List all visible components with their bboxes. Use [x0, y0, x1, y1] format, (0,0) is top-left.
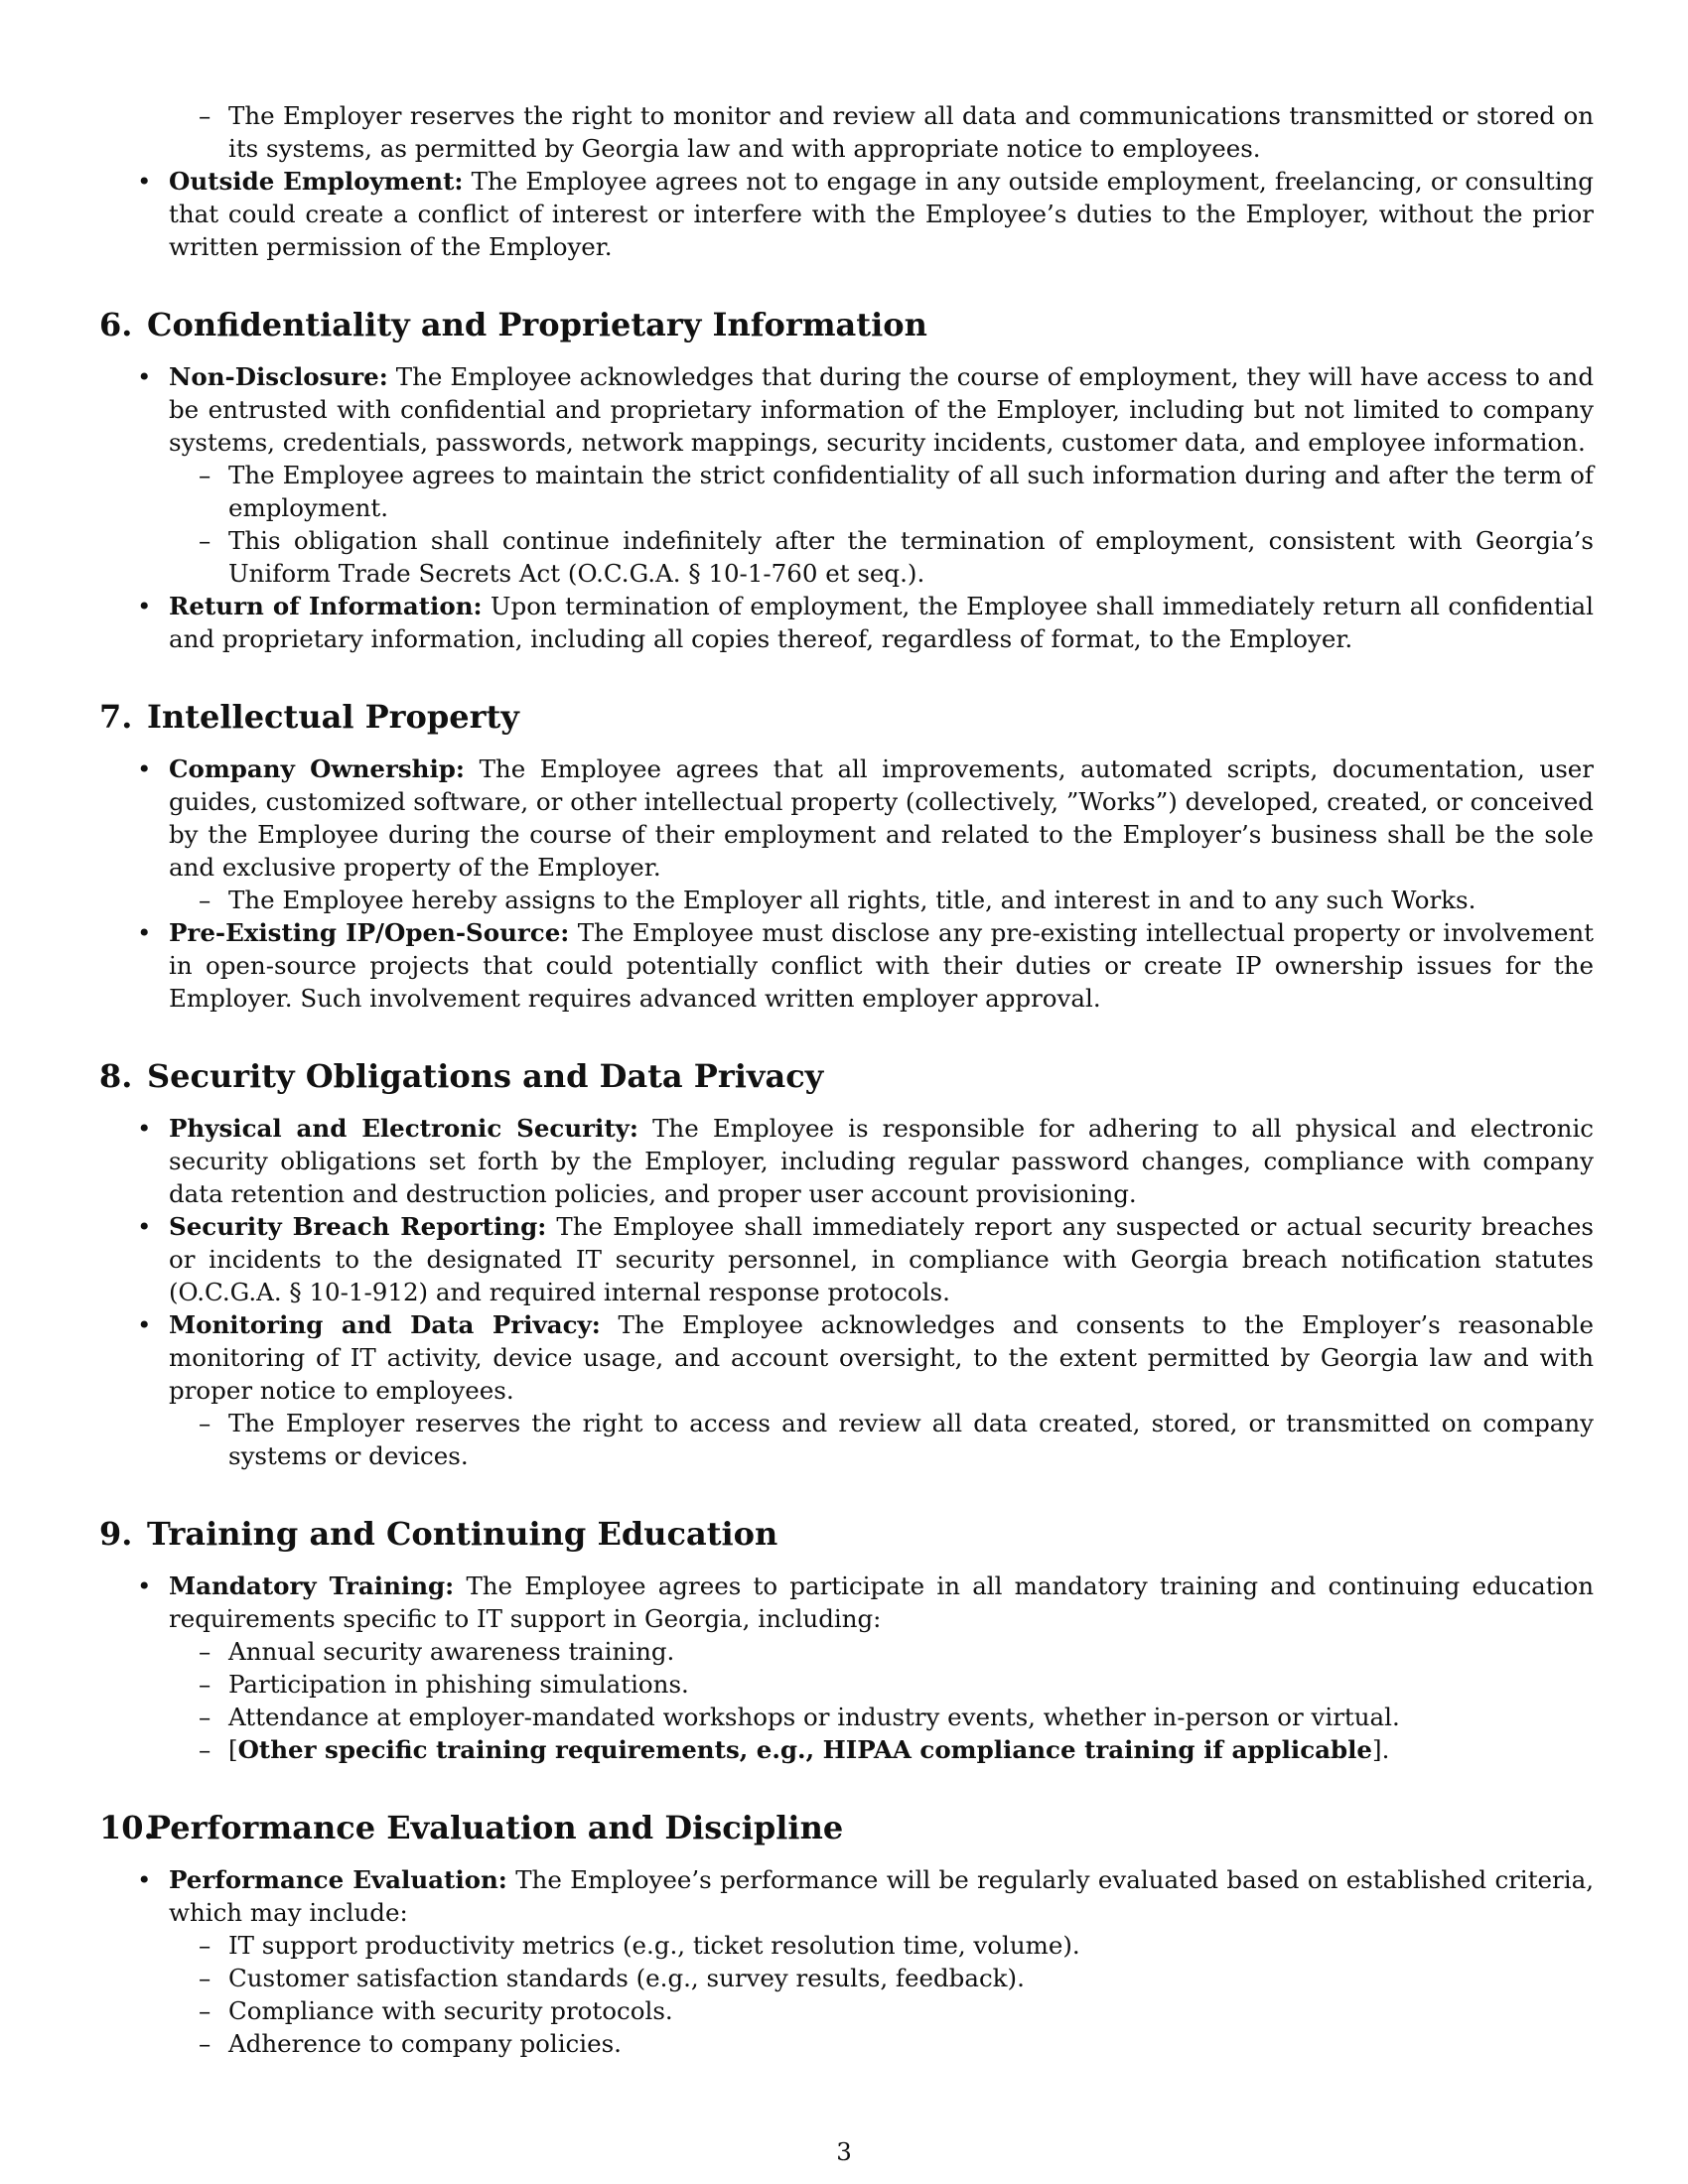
list-item: • Security Breach Reporting: The Employee shall immediately report any suspected or actual security breaches or incidents to the designated IT security personnel, in compliance with Georgia breach notification statutes (O.C.G.A. § 10-1-912) and required internal response protocols.	[99, 1210, 1594, 1308]
placeholder-text: Other specific training requirements, e.g., HIPAA compliance training if applicable	[237, 1735, 1373, 1764]
term-outside-employment: Outside Employment:	[169, 167, 464, 196]
continued-sub-list	[99, 99, 1594, 165]
bullet-list	[99, 590, 1594, 655]
bullet-list	[99, 752, 1594, 884]
section-heading: 7. Intellectual Property	[99, 698, 519, 736]
bullet-list	[99, 1863, 1594, 1929]
list-item: – Participation in phishing simulations.	[99, 1668, 1594, 1701]
section-confidentiality	[99, 305, 1594, 655]
section-security-obligations	[99, 1056, 1594, 1472]
list-item: – The Employee agrees to maintain the strict confidentiality of all such information during and after the term of employment.	[99, 459, 1594, 524]
sub-list	[99, 1407, 1594, 1472]
bullet-list	[99, 1112, 1594, 1407]
list-item: • Return of Information: Upon termination of employment, the Employee shall immediately return all confidential and proprietary information, including all copies thereof, regardless of format, to the Employer.	[99, 590, 1594, 655]
list-item: • Non-Disclosure: The Employee acknowledges that during the course of employment, they will have access to and be entrusted with confidential and proprietary information of the Employer, including but not limited to company systems, credentials, passwords, network mappings, security incidents, customer data, and employee information.	[99, 360, 1594, 459]
section-heading: 10.Performance Evaluation and Discipline	[99, 1809, 844, 1846]
list-item: – The Employee hereby assigns to the Employer all rights, title, and interest in and to any such Works.	[99, 884, 1594, 916]
sub-list	[99, 459, 1594, 590]
bullet-list	[99, 1570, 1594, 1635]
list-item: – Adherence to company policies.	[99, 2027, 1594, 2060]
list-item: – IT support productivity metrics (e.g., ticket resolution time, volume).	[99, 1929, 1594, 1962]
bullet-list	[99, 916, 1594, 1015]
section-performance	[99, 1808, 1594, 2060]
document-page	[99, 99, 1594, 2105]
list-item: • Outside Employment: The Employee agrees not to engage in any outside employment, freelancing, or consulting that could create a conflict of interest or interfere with the Employee’s duties to the Employer, without the prior written permission of the Employer.	[99, 165, 1594, 263]
section-heading: 6. Confidentiality and Proprietary Information	[99, 306, 927, 343]
list-item: – Compliance with security protocols.	[99, 1994, 1594, 2027]
list-item: – Attendance at employer-mandated workshops or industry events, whether in-person or virtual.	[99, 1701, 1594, 1733]
section-intellectual-property	[99, 697, 1594, 1015]
list-item: • Company Ownership: The Employee agrees that all improvements, automated scripts, documentation, user guides, customized software, or other intellectual property (collectively, ”Works”) developed, created, or conceived by the Employee during the course of their employment and related to the Employer’s business shall be the sole and exclusive property of the Employer.	[99, 752, 1594, 884]
section-heading: 8. Security Obligations and Data Privacy	[99, 1057, 824, 1095]
list-item: • Monitoring and Data Privacy: The Employee acknowledges and consents to the Employer’s reasonable monitoring of IT activity, device usage, and account oversight, to the extent permitted by Georgia law and with proper notice to employees.	[99, 1308, 1594, 1407]
list-item: – The Employer reserves the right to access and review all data created, stored, or transmitted on company systems or devices.	[99, 1407, 1594, 1472]
section-training	[99, 1514, 1594, 1766]
list-item: – [Other specific training requirements, e.g., HIPAA compliance training if applicable].	[99, 1733, 1594, 1766]
page-number: 3	[836, 2137, 852, 2166]
list-item: • Pre-Existing IP/Open-Source: The Employee must disclose any pre-existing intellectual property or involvement in open-source projects that could potentially conflict with their duties or create IP ownership issues for the Employer. Such involvement requires advanced written employer approval.	[99, 916, 1594, 1015]
list-item: – Annual security awareness training.	[99, 1635, 1594, 1668]
sub-list	[99, 1929, 1594, 2060]
bullet-list	[99, 360, 1594, 459]
list-item: • Performance Evaluation: The Employee’s performance will be regularly evaluated based on established criteria, which may include:	[99, 1863, 1594, 1929]
list-item: – This obligation shall continue indefinitely after the termination of employment, consistent with Georgia’s Uniform Trade Secrets Act (O.C.G.A. § 10-1-760 et seq.).	[99, 524, 1594, 590]
section-heading: 9. Training and Continuing Education	[99, 1515, 778, 1553]
list-item: • Physical and Electronic Security: The Employee is responsible for adhering to all physical and electronic security obligations set forth by the Employer, including regular password changes, compliance with company data retention and destruction policies, and proper user account provisioning.	[99, 1112, 1594, 1210]
list-item: • Mandatory Training: The Employee agrees to participate in all mandatory training and continuing education requirements specific to IT support in Georgia, including:	[99, 1570, 1594, 1635]
sub-list	[99, 1635, 1594, 1766]
list-item: – The Employer reserves the right to monitor and review all data and communications transmitted or stored on its systems, as permitted by Georgia law and with appropriate notice to employees.	[99, 99, 1594, 165]
sub-list	[99, 884, 1594, 916]
list-item: – Customer satisfaction standards (e.g., survey results, feedback).	[99, 1962, 1594, 1994]
continued-bullet-list	[99, 165, 1594, 263]
